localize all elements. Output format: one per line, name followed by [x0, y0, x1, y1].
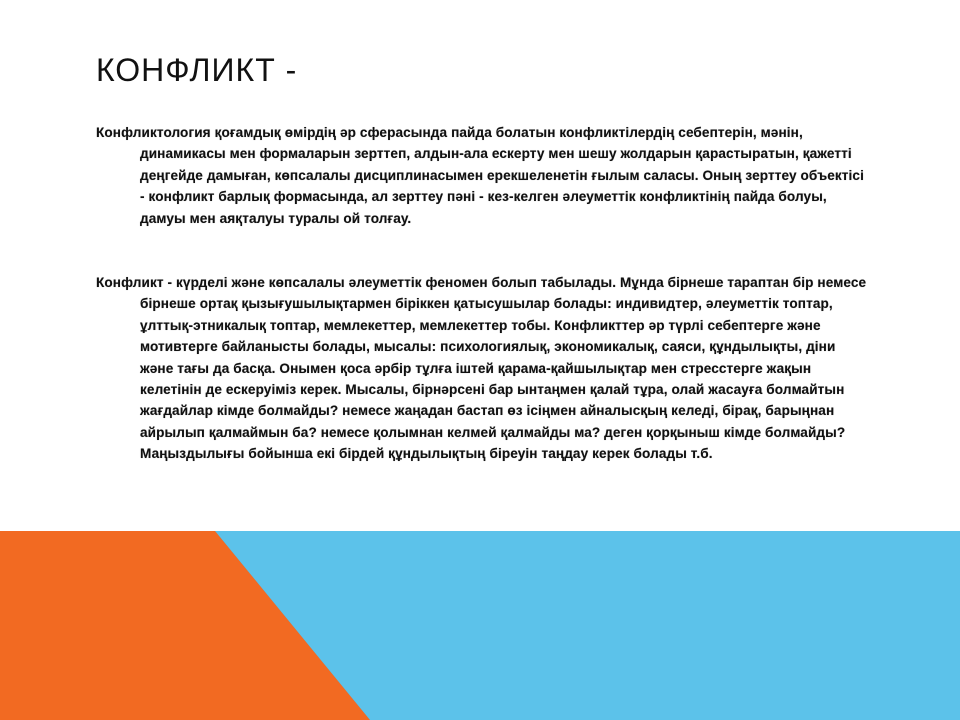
paragraph-conflictology: Конфликтология қоғамдық өмірдің әр сферасында пайда болатын конфликтілердің себептерін, мәнін, динамикасы мен формаларын зерттеп, алдын-ала ескерту мен шешу жолдарын қарастыратын, қажетті деңгейде дамыған, көпсалалы дисциплинасымен ерекшеленетін ғылым саласы. Оның зерттеу объектісі - конфликт барлық формасында, ал зерттеу пәні - кез-келген әлеуметтік конфликтінің пайда болуы, дамуы мен аяқталуы туралы ой толғау.: [96, 125, 864, 226]
slide-title: КОНФЛИКТ -: [96, 52, 298, 88]
paragraph-conflict: Конфликт - күрделі және көпсалалы әлеуметтік феномен болып табылады. Мұнда бірнеше тараптан бір немесе бірнеше ортақ қызығушылықтармен біріккен қатысушылар болады: индивидтер, әлеуметтік топтар, ұлттық-этникалық топтар, мемлекеттер, мемлекеттер тобы. Конфликттер әр түрлі себептерге және мотивтерге байланысты болады, мысалы: психологиялық, экономикалық, саяси, құндылықты, діни және тағы да басқа. Онымен қоса әрбір тұлға іштей қарама-қайшылықтар мен стресстерге жақын келетінін де ескеруіміз керек. Мысалы, бірнәрсені бар ынтаңмен қалай тұра, олай жасауға болмайтын жағдайлар кімде болмайды? немесе жаңадан бастап өз ісіңмен айналысқың келеді, бірақ, барыңнан айрылып қалмаймын ба? немесе қолымнан келмей қалмайды ма? деген қорқыныш кімде болмайды? Маңыздылығы бойынша екі бірдей құндылықтың біреуін таңдау керек болады т.б.: [96, 275, 867, 462]
